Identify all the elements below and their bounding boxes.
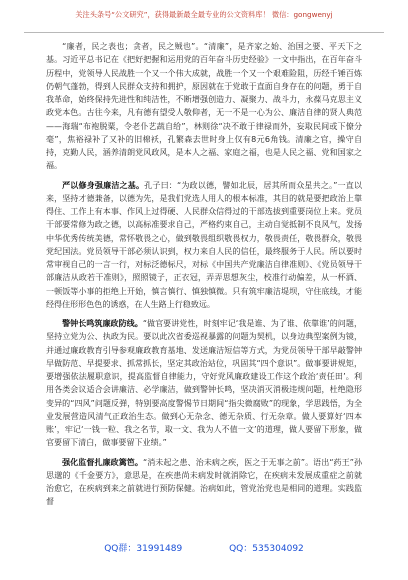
qq-group-number: QQ群：31991489 xyxy=(104,544,183,554)
paragraph-text: “消未起之患、治未病之疾，医之于无事之前”。语出“药王”孙思邈的《千金要方》，意思是，在疾患尚未病发时就消除它，在疾病未发展成重症之前就治愈它，在疾病到来之前就进行预防保健。治病如此，管党治党也是相同的道理。实践监督 xyxy=(46,457,362,507)
paragraph-lead: 严以修身强廉洁之基。 xyxy=(62,180,145,190)
paragraph-text: 孔子曰：“为政以德，譬如北辰，居其所而众星共之。”一直以来，坚持才德兼备，以德为先，是我们党选人用人的根本标准，其目的就是要把政治上靠得住、工作上有本事、作风上过得硬、人民群众信得过的干部选拔到重要岗位上来。党员干部要常修为政之德，以高标准要求自己，严格约束自己，主动自觉抵制不良风气，发扬中华优秀传统美德，常怀敬畏之心，做到敬畏组织敬畏权力，敬畏责任，敬畏群众，敬畏党纪国法。党员领导干部必须认识到，权力来自人民的信任，最终服务于人民。所以要时常审视自己的一言一行，对标泛德标尺，对标《中国共产党廉洁自律准则》、《党员领导干部廉洁从政若干准则》，照照镜子，正衣冠，弄弄思想灰尘，校准行动偏差，从一杯酒、一顿饭等小事的拒绝上开始，慎言慎行、慎独慎微。只有筑牢廉洁堤坝，守住底线，才能经得住形形色色的诱惑，在人生路上行稳致远。 xyxy=(46,180,362,309)
qq-number: QQ：535304092 xyxy=(229,544,304,554)
paragraph-intro xyxy=(46,40,362,173)
contact-footer xyxy=(0,541,408,554)
promo-header: 关注头条号“公文研究”，获得最新最全最专业的公文资料库！ 微信：gongwenyj xyxy=(24,10,384,33)
paragraph-warning-bell xyxy=(46,317,362,450)
paragraph-lead: 强化监督扎廉政篱笆。 xyxy=(62,457,143,467)
paragraph-lead: 警钟长鸣筑廉政防线。 xyxy=(62,319,143,328)
paragraph-text: “做官要讲党性，时刻牢记‘我是谁、为了谁、依靠谁’的问题，坚持立党为公、执政为民。要以此次省委巡视暴露的问题为契机，以身边典型案例为镜，并通过廉政教育引导参观廉政教育基地、发送廉洁短信等方式，为党员领导干部早敲警钟早做防范、早提要求、抓常抓长，坚定其政治站位，巩固其“四个意识”。做事要讲规矩，要增强依法履职意识，提高监督自律能力，守好党风廉政建设工作这个政治‘责任田’。利用各类会议适合会讲廉洁、必学廉洁，做到警钟长鸣，坚决消灭消极违规问题，杜绝隐形变异的“四风”问题反弹，特别要高度警惕节日期间“指尖微腐败”的现象，学思践悟，为全业发展营造风清气正政治生态。做到心无杂念、德无杂质、行无杂章。做人要算好‘四本账’，牢记‘一钱一粒、我之名节，取一文、我为人不值一文’的道理，做人要留下形象，做官要留下清白，做事要留下业绩。” xyxy=(46,319,362,448)
paragraph-supervision xyxy=(46,456,362,509)
article-body xyxy=(46,40,362,536)
paragraph-text: “廉者，民之表也；贪者，民之贼也”。“清廉”，是齐家之始、治国之要、平天下之基。习近平总书记在《把好把握和运用党的百年奋斗历史经验》一文中指出，在百年奋斗历程中，党领导人民战胜一个又一个伟大成就，战胜一个又一个艰难险阻，历经千锤百炼仍朝气蓬勃，得到人民群众支持和拥护，原因就在于党敢于直面自身存在的问题，勇于自我革命，始终保持先进性和纯洁性，不断增强创造力、凝聚力、战斗力，永葆马克思主义政党本色。古往今来，凡有德有望受人敬仰者，无一不是一心为公、廉洁自律的贤人典范——海瑞“布袍脱粟，令老仆艺蔬自给”，林则徐“决不敢于律禄而外，妄取民间或下僚分毫”，焦裕禄补了又补的旧棉袄，孔繁森去世时身上仅有8元6角钱。清廉之官，操守自持，克勤人民，涵养清朗党风政风，是本人之福、家庭之福，也是人民之福、党和国家之福。 xyxy=(46,42,362,171)
paragraph-self-cultivation xyxy=(46,179,362,312)
